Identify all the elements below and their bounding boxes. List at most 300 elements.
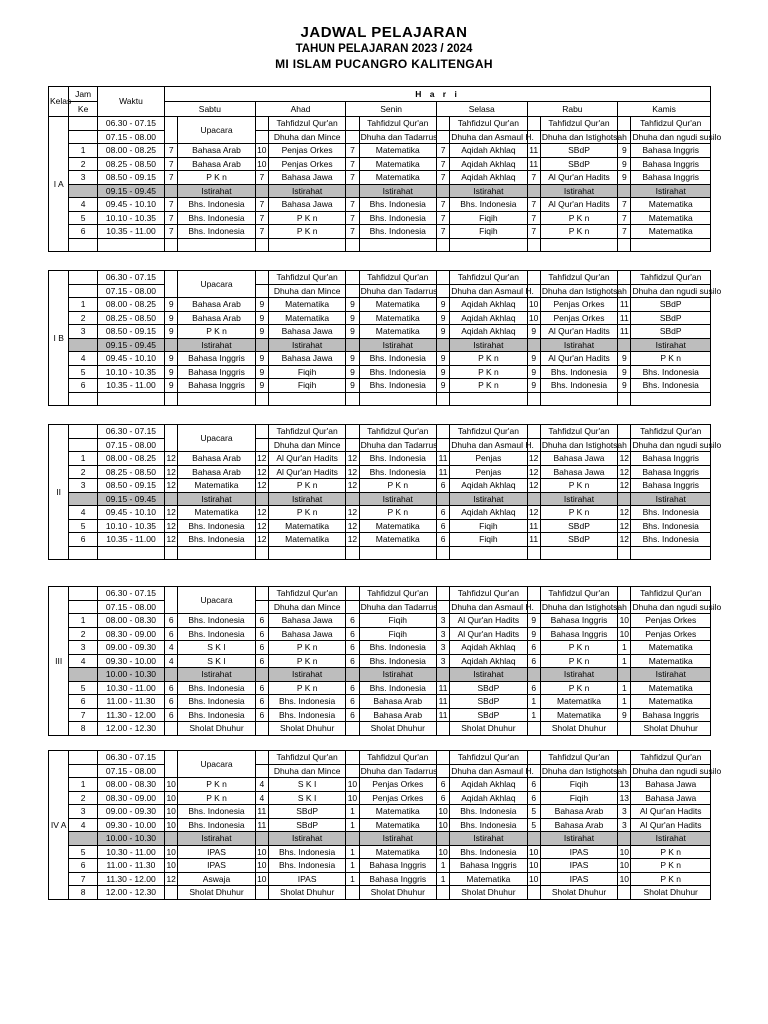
subject-cell: Al Qur'an Hadits [450, 627, 527, 641]
subject-cell: SBdP [450, 695, 527, 709]
subject-cell: Fiqih [540, 791, 617, 805]
teacher-code: 1 [527, 695, 540, 709]
subject-cell: Bhs. Indonesia [450, 805, 527, 819]
istirahat-cell: Istirahat [359, 668, 436, 682]
empty-cell [618, 184, 631, 198]
teacher-code: 3 [618, 805, 631, 819]
empty-cell [255, 392, 268, 406]
teacher-code: 9 [165, 352, 178, 366]
empty-cell [540, 238, 617, 252]
sholat-cell: Sholat Dhuhur [268, 722, 345, 736]
istirahat-cell: Istirahat [178, 184, 255, 198]
teacher-code: 9 [436, 298, 449, 312]
subject-cell: P K n [540, 479, 617, 493]
tahfidz-cell: Tahfidzul Qur'an [268, 271, 345, 285]
subject-cell: P K n [359, 506, 436, 520]
empty-cell [346, 338, 359, 352]
subject-cell: Bahasa Inggris [359, 859, 436, 873]
subject-cell: Bhs. Indonesia [268, 695, 345, 709]
time-cell: 10.35 - 11.00 [97, 379, 164, 393]
sholat-cell: Sholat Dhuhur [631, 886, 711, 900]
empty-cell [618, 338, 631, 352]
teacher-code: 9 [346, 379, 359, 393]
lesson-row [49, 171, 711, 185]
tahfidz-cell: Tahfidzul Qur'an [359, 587, 436, 601]
teacher-code: 7 [255, 198, 268, 212]
subject-cell: Bahasa Inggris [631, 452, 711, 466]
time-cell: 11.30 - 12.00 [97, 872, 164, 886]
subject-cell: Bahasa Jawa [268, 352, 345, 366]
subject-cell: Bhs. Indonesia [359, 198, 436, 212]
istirahat-cell: Istirahat [268, 338, 345, 352]
subject-cell: P K n [450, 352, 527, 366]
day-header-selasa: Selasa [436, 102, 527, 117]
empty-cell [527, 271, 540, 285]
dhuha-cell: Dhuha dan Mince [268, 600, 345, 614]
teacher-code: 4 [255, 778, 268, 792]
time-cell: 08.30 - 09.00 [97, 791, 164, 805]
empty-cell [69, 546, 98, 560]
schedule-table-1 [48, 86, 722, 252]
istirahat-cell: Istirahat [540, 492, 617, 506]
subject-cell: P K n [268, 506, 345, 520]
teacher-code: 7 [165, 198, 178, 212]
subject-cell: P K n [450, 365, 527, 379]
subject-cell: IPAS [540, 845, 617, 859]
subject-cell: Fiqih [450, 533, 527, 547]
subject-cell: Matematika [359, 298, 436, 312]
empty-cell [69, 271, 98, 285]
period-number: 7 [69, 708, 98, 722]
teacher-code: 7 [165, 171, 178, 185]
document-header [0, 24, 768, 72]
subject-cell: Penjas Orkes [359, 778, 436, 792]
subject-cell: Aqidah Akhlaq [450, 325, 527, 339]
teacher-code: 1 [346, 845, 359, 859]
subject-cell: P K n [178, 325, 255, 339]
time-cell: 10.10 - 10.35 [97, 365, 164, 379]
empty-cell [165, 886, 178, 900]
lesson-row [49, 778, 711, 792]
subject-cell: Bahasa Inggris [178, 352, 255, 366]
istirahat-cell: Istirahat [268, 492, 345, 506]
subject-cell: Matematika [631, 198, 711, 212]
subject-cell: Bahasa Arab [178, 157, 255, 171]
lesson-row [49, 465, 711, 479]
dhuha-cell: Dhuha dan Tadarrus [360, 131, 438, 142]
teacher-code: 9 [618, 171, 631, 185]
teacher-code: 12 [528, 466, 539, 477]
subject-cell: Bhs. Indonesia [631, 506, 711, 520]
teacher-code: 10 [257, 846, 267, 857]
dhuha-cell: Dhuha dan ngudi susilo [632, 285, 722, 296]
teacher-code: 11 [527, 533, 540, 547]
subject-cell: S K I [268, 791, 345, 805]
subject-cell: Matematika [631, 681, 711, 695]
empty-cell [436, 600, 449, 614]
empty-cell [527, 425, 540, 439]
teacher-code: 12 [166, 480, 176, 490]
period-number: 2 [69, 311, 98, 325]
empty-cell [618, 546, 631, 560]
subject-cell: Bhs. Indonesia [450, 818, 527, 832]
tahfidz-cell: Tahfidzul Qur'an [268, 425, 345, 439]
subject-cell: Al Qur'an Hadits [450, 614, 527, 628]
teacher-code: 6 [436, 533, 449, 547]
lesson-row [49, 144, 711, 158]
lesson-row [49, 818, 711, 832]
time-cell: 08.50 - 09.15 [97, 171, 164, 185]
subject-cell: Matematika [359, 533, 436, 547]
lesson-row [49, 157, 711, 171]
subject-cell: Fiqih [359, 627, 436, 641]
subject-cell: P K n [540, 681, 617, 695]
istirahat-cell: Istirahat [631, 184, 711, 198]
subject-cell: Matematika [540, 695, 617, 709]
empty-cell [618, 117, 631, 131]
empty-cell [436, 886, 449, 900]
time-cell: 12.00 - 12.30 [97, 886, 164, 900]
subject-cell: Al Qur'an Hadits [631, 805, 711, 819]
teacher-code: 5 [527, 805, 540, 819]
tahfidz-cell: Tahfidzul Qur'an [359, 117, 436, 131]
subject-cell: Bhs. Indonesia [631, 379, 711, 393]
schedule-table-4 [48, 586, 722, 736]
teacher-code: 11 [255, 818, 268, 832]
pre-row-1 [49, 425, 711, 439]
tahfidz-cell: Tahfidzul Qur'an [540, 587, 617, 601]
empty-cell [69, 392, 98, 406]
pre-row-1 [49, 587, 711, 601]
teacher-code: 1 [618, 641, 631, 655]
subject-cell: Bhs. Indonesia [540, 365, 617, 379]
teacher-code: 7 [255, 211, 268, 225]
empty-cell [165, 722, 178, 736]
teacher-code: 6 [346, 654, 359, 668]
time-cell: 08.25 - 08.50 [97, 311, 164, 325]
dhuha-cell: Dhuha dan Asmaul H. [451, 285, 534, 296]
subject-cell: P K n [268, 225, 345, 239]
empty-cell [527, 492, 540, 506]
period-number: 6 [69, 533, 98, 547]
subject-cell: Bahasa Inggris [631, 171, 711, 185]
sholat-cell: Sholat Dhuhur [450, 886, 527, 900]
teacher-code: 11 [618, 298, 631, 312]
subject-cell: Bahasa Arab [359, 708, 436, 722]
teacher-code: 7 [346, 198, 359, 212]
period-number: 1 [69, 452, 98, 466]
istirahat-cell: Istirahat [540, 184, 617, 198]
subject-cell: Penjas Orkes [631, 614, 711, 628]
subject-cell: Penjas Orkes [359, 791, 436, 805]
teacher-code: 4 [165, 654, 178, 668]
time-cell: 06.30 - 07.15 [97, 271, 164, 285]
empty-cell [618, 425, 631, 439]
empty-cell [527, 546, 540, 560]
empty-cell [436, 425, 449, 439]
subject-cell: P K n [631, 352, 711, 366]
subject-cell: IPAS [178, 845, 255, 859]
subject-cell: Bhs. Indonesia [178, 614, 255, 628]
teacher-code: 9 [527, 352, 540, 366]
subject-cell: Bhs. Indonesia [359, 654, 436, 668]
empty-cell [436, 184, 449, 198]
empty-cell [631, 238, 711, 252]
dhuha-cell: Dhuha dan Istighotsah [541, 285, 627, 296]
subject-cell: Bahasa Arab [178, 298, 255, 312]
teacher-code: 12 [619, 534, 630, 544]
teacher-code: 10 [528, 873, 539, 884]
teacher-code: 12 [619, 466, 630, 477]
time-cell: 09.45 - 10.10 [97, 352, 164, 366]
subject-cell: Bhs. Indonesia [359, 211, 436, 225]
empty-cell [618, 751, 631, 765]
empty-cell [69, 587, 98, 601]
empty-cell [346, 600, 359, 614]
subject-cell: SBdP [540, 533, 617, 547]
empty-cell [255, 546, 268, 560]
teacher-code: 10 [257, 873, 267, 884]
teacher-code: 12 [166, 466, 176, 477]
istirahat-cell: Istirahat [450, 184, 527, 198]
time-cell: 07.15 - 08.00 [97, 130, 164, 144]
rest-row [49, 832, 711, 846]
empty-cell [268, 546, 345, 560]
subject-cell: Bahasa Inggris [631, 708, 711, 722]
teacher-code: 9 [618, 157, 631, 171]
dhuha-cell: Dhuha dan Asmaul H. [451, 601, 534, 612]
subject-cell: Penjas [450, 452, 527, 466]
teacher-code: 12 [347, 466, 358, 477]
subject-cell: Matematika [631, 654, 711, 668]
teacher-code: 6 [165, 708, 178, 722]
teacher-code: 12 [347, 520, 358, 531]
subject-cell: Bahasa Inggris [359, 872, 436, 886]
subject-cell: Bhs. Indonesia [178, 818, 255, 832]
istirahat-cell: Istirahat [631, 492, 711, 506]
teacher-code: 6 [346, 614, 359, 628]
teacher-code: 6 [436, 519, 449, 533]
time-cell: 06.30 - 07.15 [97, 425, 164, 439]
teacher-code: 7 [165, 157, 178, 171]
empty-cell [346, 284, 359, 298]
period-number: 2 [69, 627, 98, 641]
teacher-code: 1 [618, 654, 631, 668]
teacher-code: 13 [619, 779, 630, 789]
empty-cell [436, 764, 449, 778]
subject-cell: Aqidah Akhlaq [450, 791, 527, 805]
lesson-row [49, 805, 711, 819]
empty-cell [69, 338, 98, 352]
empty-cell [346, 271, 359, 285]
subject-cell: Matematika [359, 325, 436, 339]
lesson-row [49, 225, 711, 239]
empty-cell [527, 238, 540, 252]
subject-cell: Bhs. Indonesia [450, 845, 527, 859]
teacher-code: 10 [166, 779, 176, 789]
teacher-code: 11 [436, 681, 449, 695]
teacher-code: 6 [346, 627, 359, 641]
istirahat-cell: Istirahat [631, 668, 711, 682]
empty-cell [436, 492, 449, 506]
subject-cell: P K n [540, 641, 617, 655]
empty-cell [618, 886, 631, 900]
teacher-code: 9 [346, 298, 359, 312]
empty-cell [97, 392, 164, 406]
empty-cell [436, 117, 449, 131]
subject-cell: Aqidah Akhlaq [450, 311, 527, 325]
subject-cell: Bahasa Jawa [631, 791, 711, 805]
subject-cell: Bhs. Indonesia [268, 859, 345, 873]
empty-cell [69, 832, 98, 846]
empty-cell [69, 117, 98, 131]
day-header-sabtu: Sabtu [165, 102, 256, 117]
empty-cell [527, 751, 540, 765]
empty-cell [346, 392, 359, 406]
teacher-code: 10 [438, 819, 448, 830]
teacher-code: 11 [618, 325, 631, 339]
empty-cell [618, 832, 631, 846]
empty-cell [450, 238, 527, 252]
empty-cell [436, 392, 449, 406]
class-label: II [49, 425, 69, 560]
teacher-code: 12 [528, 507, 539, 517]
tahfidz-cell: Tahfidzul Qur'an [268, 117, 345, 131]
subject-cell: Aqidah Akhlaq [450, 144, 527, 158]
teacher-code: 5 [527, 818, 540, 832]
subject-cell: Matematika [268, 311, 345, 325]
class-label: I A [49, 117, 69, 252]
subject-cell: IPAS [540, 872, 617, 886]
empty-cell [165, 271, 178, 298]
day-header-rabu: Rabu [527, 102, 618, 117]
subject-cell: Al Qur'an Hadits [268, 452, 345, 466]
lesson-row [49, 641, 711, 655]
lesson-row [49, 379, 711, 393]
subject-cell: IPAS [268, 872, 345, 886]
empty-cell [346, 184, 359, 198]
teacher-code: 9 [436, 379, 449, 393]
lesson-row [49, 325, 711, 339]
subject-cell: Bahasa Arab [178, 452, 255, 466]
subject-cell: Matematika [268, 519, 345, 533]
lesson-row [49, 533, 711, 547]
empty-cell [527, 184, 540, 198]
sholat-cell: Sholat Dhuhur [178, 886, 255, 900]
teacher-code: 10 [528, 299, 539, 309]
time-cell: 08.50 - 09.15 [97, 479, 164, 493]
empty-cell [450, 392, 527, 406]
teacher-code: 9 [436, 352, 449, 366]
teacher-code: 1 [346, 818, 359, 832]
subject-cell: Bhs. Indonesia [540, 379, 617, 393]
empty-cell [69, 492, 98, 506]
sholat-cell: Sholat Dhuhur [450, 722, 527, 736]
subject-cell: Penjas [450, 465, 527, 479]
subject-cell: P K n [450, 379, 527, 393]
empty-cell [436, 130, 449, 144]
time-cell: 10.35 - 11.00 [97, 225, 164, 239]
teacher-code: 9 [527, 627, 540, 641]
dhuha-cell: Dhuha dan Istighotsah [541, 601, 627, 612]
rest-row [49, 338, 711, 352]
period-number: 1 [69, 144, 98, 158]
empty-cell [618, 238, 631, 252]
subject-cell: Bhs. Indonesia [631, 365, 711, 379]
teacher-code: 6 [165, 627, 178, 641]
teacher-code: 12 [257, 520, 267, 531]
teacher-code: 7 [346, 171, 359, 185]
lesson-row [49, 365, 711, 379]
subject-cell: Bahasa Arab [359, 695, 436, 709]
lesson-row [49, 708, 711, 722]
dhuha-cell: Dhuha dan Tadarrus [360, 439, 438, 450]
istirahat-cell: Istirahat [450, 668, 527, 682]
subject-cell: Bhs. Indonesia [178, 681, 255, 695]
lesson-row [49, 614, 711, 628]
teacher-code: 9 [255, 298, 268, 312]
teacher-code: 10 [528, 860, 539, 870]
subject-cell: Bhs. Indonesia [359, 379, 436, 393]
teacher-code: 12 [619, 507, 630, 517]
istirahat-cell: Istirahat [359, 492, 436, 506]
subject-cell: P K n [268, 654, 345, 668]
tahfidz-cell: Tahfidzul Qur'an [450, 271, 527, 285]
period-number: 7 [69, 872, 98, 886]
teacher-code: 7 [436, 144, 449, 158]
teacher-code: 7 [436, 171, 449, 185]
subject-cell: SBdP [540, 519, 617, 533]
teacher-code: 10 [619, 860, 630, 870]
subject-cell: Fiqih [450, 225, 527, 239]
empty-cell [268, 392, 345, 406]
period-number: 4 [69, 506, 98, 520]
subject-cell: Matematika [631, 695, 711, 709]
rest-row [49, 492, 711, 506]
sholat-cell: Sholat Dhuhur [268, 886, 345, 900]
subject-cell: Matematika [359, 144, 436, 158]
empty-cell [346, 238, 359, 252]
rest-row [49, 668, 711, 682]
subject-cell: Aqidah Akhlaq [450, 654, 527, 668]
teacher-code: 10 [166, 846, 176, 857]
subject-cell: Matematika [359, 818, 436, 832]
subject-cell: Bhs. Indonesia [359, 352, 436, 366]
teacher-code: 6 [527, 778, 540, 792]
empty-cell [165, 668, 178, 682]
teacher-code: 12 [347, 507, 358, 517]
time-cell: 08.25 - 08.50 [97, 465, 164, 479]
subject-cell: Aqidah Akhlaq [450, 298, 527, 312]
teacher-code: 6 [255, 627, 268, 641]
istirahat-cell: Istirahat [631, 832, 711, 846]
empty-cell [436, 832, 449, 846]
subject-cell: Matematika [359, 157, 436, 171]
teacher-code: 7 [436, 211, 449, 225]
empty-cell [255, 184, 268, 198]
sholat-cell: Sholat Dhuhur [359, 722, 436, 736]
time-cell: 11.30 - 12.00 [97, 708, 164, 722]
empty-cell [346, 130, 359, 144]
teacher-code: 11 [527, 144, 540, 158]
time-cell: 08.30 - 09.00 [97, 627, 164, 641]
subject-cell: Aqidah Akhlaq [450, 157, 527, 171]
empty-cell [255, 117, 268, 131]
subject-cell: Fiqih [268, 365, 345, 379]
time-cell: 08.00 - 08.25 [97, 452, 164, 466]
time-cell: 12.00 - 12.30 [97, 722, 164, 736]
subject-cell: Bahasa Inggris [178, 379, 255, 393]
